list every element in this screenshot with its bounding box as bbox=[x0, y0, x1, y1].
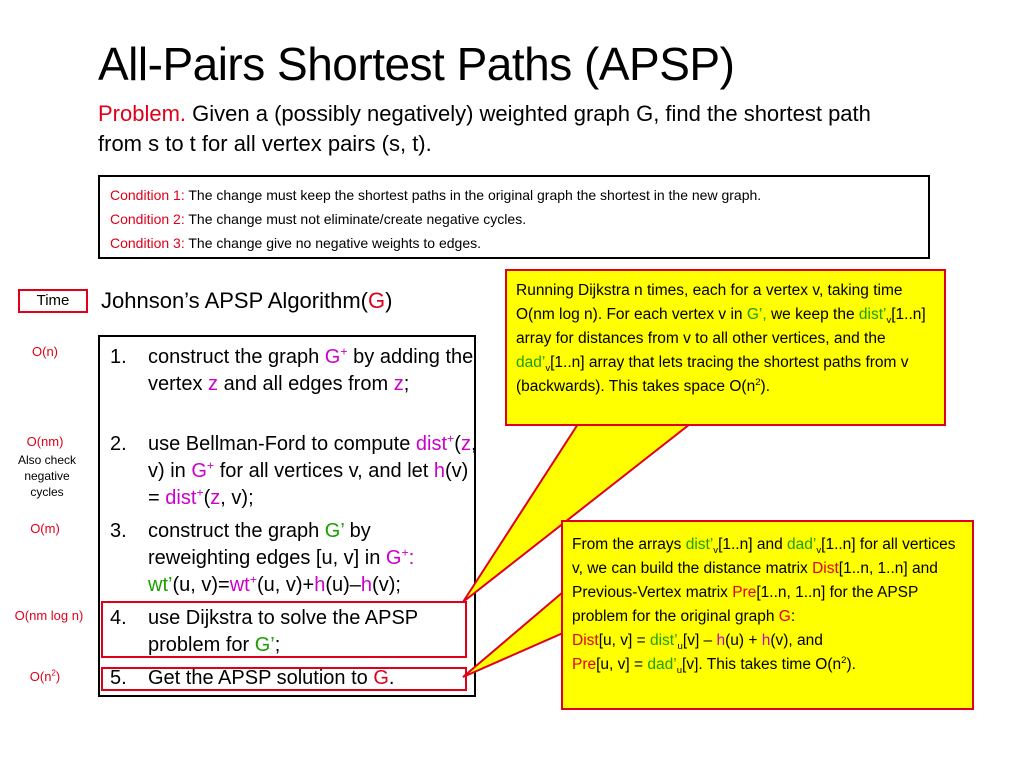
step-number: 2. bbox=[110, 433, 127, 455]
step-text: use Dijkstra to solve the APSP problem for G’; bbox=[148, 607, 418, 656]
complexity-step5-base: O(n bbox=[29, 669, 52, 684]
complexity-step5-close: ) bbox=[55, 669, 61, 684]
algorithm-title-close: ) bbox=[385, 288, 393, 313]
condition-text: The change must not eliminate/create negative cycles. bbox=[188, 211, 527, 227]
condition-label: Condition 1: bbox=[110, 187, 185, 203]
problem-text: Given a (possibly negatively) weighted graph G, find the shortest path from s to t for all vertex pairs (s, t). bbox=[98, 101, 871, 156]
condition-label: Condition 3: bbox=[110, 235, 185, 251]
condition-label: Condition 2: bbox=[110, 211, 185, 227]
algorithm-title-graph: G bbox=[368, 288, 386, 313]
complexity-step2: O(nm) bbox=[26, 434, 64, 449]
complexity-step1: O(n) bbox=[32, 344, 58, 359]
step-text: construct the graph G’ by reweighting edges [u, v] in G+: wt’(u, v)=wt+(u, v)+h(u)–h(v); bbox=[148, 520, 415, 596]
complexity-step2-note: Also check negative cycles bbox=[17, 453, 77, 499]
step-number: 5. bbox=[110, 667, 127, 689]
slide-title: All-Pairs Shortest Paths (APSP) bbox=[98, 38, 735, 90]
condition-text: The change give no negative weights to edges. bbox=[188, 235, 482, 251]
complexity-step4: O(nm log n) bbox=[14, 608, 84, 623]
step-number: 4. bbox=[110, 607, 127, 629]
step-text: use Bellman-Ford to compute dist+(z, v) in G+ for all vertices v, and let h(v) = dist+(z, v); bbox=[148, 431, 477, 509]
complexity-step5-exp: 2 bbox=[51, 668, 56, 678]
time-column-label: Time bbox=[18, 289, 88, 313]
callout-dijkstra-note: Running Dijkstra n times, each for a vertex v, taking time O(nm log n). For each vertex v in G’, we keep the $dist’_v[1..n]$ array for distances from v to all other vertices, and the $dad’_v[1..n]$ array that lets tracing the shortest paths from v (backwards). This takes space $O(n^2)$. bbox=[505, 269, 946, 426]
step-text: construct the graph G+ by adding the vertex z and all edges from z; bbox=[148, 344, 474, 395]
step-number: 1. bbox=[110, 346, 127, 368]
step-text: Get the APSP solution to G. bbox=[148, 667, 395, 689]
condition-text: The change must keep the shortest paths in the original graph the shortest in the new graph. bbox=[188, 187, 762, 203]
problem-label: Problem. bbox=[98, 101, 187, 126]
callout-2-pointer bbox=[463, 592, 563, 677]
complexity-step3: O(m) bbox=[30, 521, 60, 536]
algorithm-title-text: Johnson’s APSP Algorithm( bbox=[101, 288, 369, 313]
callout-matrix-note: From the arrays $dist’_v[1..n]$ and $dad’_v[1..n]$ for all vertices v, we can build the distance matrix Dist[1..n, 1..n] and Previous-Vertex matrix Pre[1..n, 1..n] for the APSP problem for the original graph G: Dist[u, $v] = dist’_u[v] - h(u) + h(v)$, and Pre[u, $v] = dad’_u[v]$. This takes time $O(n^2)$. bbox=[561, 520, 974, 710]
step-number: 3. bbox=[110, 520, 127, 542]
